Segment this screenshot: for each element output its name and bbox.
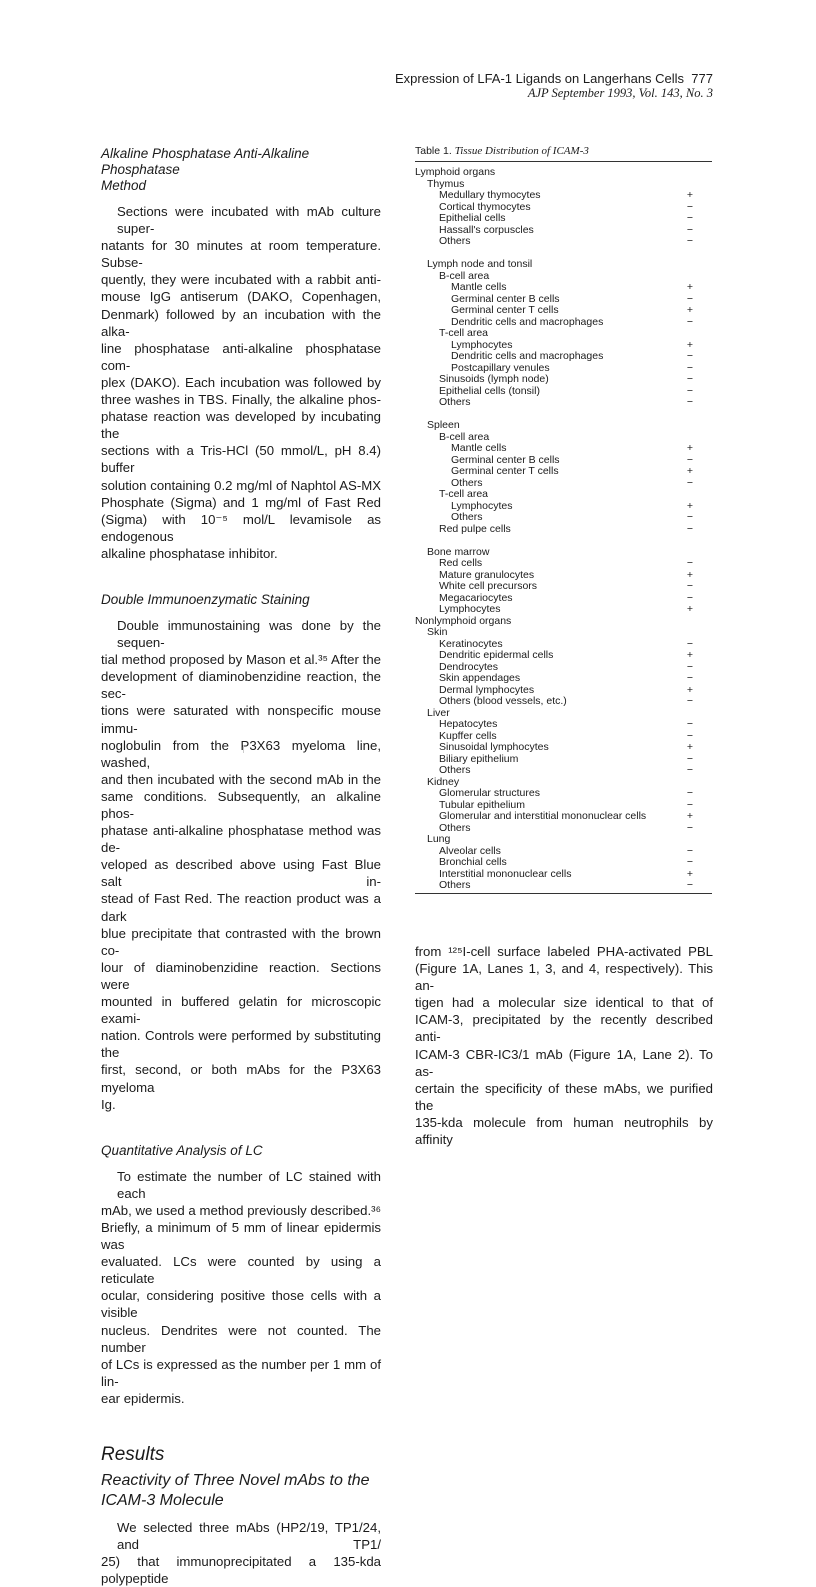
tissue-label: Lymphocytes xyxy=(439,603,501,615)
text-line: same conditions. Subsequently, an alkaline phos- xyxy=(101,788,381,821)
tissue-label: Kupffer cells xyxy=(439,729,497,742)
text-line: We selected three mAbs (HP2/19, TP1/24, and TP1/ xyxy=(117,1520,381,1553)
tissue-label: Red cells xyxy=(439,557,483,569)
reactivity-value: − xyxy=(686,223,694,236)
tissue-label: Dendrocytes xyxy=(439,660,498,673)
reactivity-value: − xyxy=(686,764,694,776)
reactivity-value: − xyxy=(686,200,694,213)
table-number: Table 1. xyxy=(415,145,452,157)
tissue-label: Germinal center B cells xyxy=(451,453,560,466)
tissue-label: Lung xyxy=(427,833,451,845)
reactivity-value: + xyxy=(686,683,694,696)
page-number: 777 xyxy=(691,71,713,86)
tissue-label: Lymphocytes xyxy=(451,338,513,351)
reactivity-value: − xyxy=(686,511,694,523)
tissue-label: Liver xyxy=(427,706,450,719)
tissue-label: Others xyxy=(439,764,471,776)
text-line: first, second, or both mAbs for the P3X63 myeloma xyxy=(101,1062,381,1095)
table-row xyxy=(415,443,712,455)
tissue-label: Interstitial mononuclear cells xyxy=(439,867,572,880)
tissue-label: Dermal lymphocytes xyxy=(439,683,535,696)
tissue-label: Alveolar cells xyxy=(439,844,501,857)
tissue-label: Germinal center B cells xyxy=(451,292,560,305)
table-row xyxy=(415,351,712,363)
tissue-label: Spleen xyxy=(427,419,460,431)
reactivity-value: − xyxy=(686,557,694,569)
section-heading xyxy=(101,1143,381,1159)
tissue-label: Lymphoid organs xyxy=(415,166,496,178)
results-paragraph xyxy=(101,1519,381,1587)
reactivity-value: − xyxy=(686,798,694,811)
subheading-line: ICAM-3 Molecule xyxy=(101,1492,224,1509)
reactivity-value: + xyxy=(686,603,694,615)
text-line: phatase reaction was developed by incubating the xyxy=(101,409,381,442)
text-line: Double immunostaining was done by the sequen- xyxy=(117,617,381,651)
tissue-label: Kidney xyxy=(427,775,460,788)
reactivity-value: − xyxy=(686,361,694,374)
table-bottom-rule xyxy=(415,893,712,894)
tissue-label: Biliary epithelium xyxy=(439,752,519,765)
subheading-line: Reactivity of Three Novel mAbs to the xyxy=(101,1472,370,1489)
reactivity-value: + xyxy=(686,281,694,293)
tissue-label: Epithelial cells (tonsil) xyxy=(439,384,540,397)
table-row xyxy=(415,857,712,869)
reactivity-value: − xyxy=(686,844,694,857)
table-row xyxy=(415,604,712,616)
table-row xyxy=(415,213,712,225)
text-line: mounted in buffered gelatin for microscopic exami- xyxy=(101,994,381,1027)
reactivity-value: − xyxy=(686,856,694,868)
reactivity-value: − xyxy=(686,821,694,834)
reactivity-value: − xyxy=(686,580,694,592)
tissue-label: Glomerular structures xyxy=(439,787,540,799)
reactivity-value: − xyxy=(686,396,694,408)
table-row xyxy=(415,305,712,317)
tissue-label: Glomerular and interstitial mononuclear cells xyxy=(439,810,647,822)
text-line: ICAM-3, precipitated by the recently described anti- xyxy=(415,1012,713,1045)
text-line: development of diaminobenzidine reaction, the sec- xyxy=(101,669,381,702)
tissue-label: Epithelial cells xyxy=(439,212,506,224)
text-line: Ig. xyxy=(101,1096,116,1112)
table-row xyxy=(415,167,712,179)
reactivity-value: − xyxy=(686,292,694,305)
table-row xyxy=(415,627,712,639)
reactivity-value: − xyxy=(686,729,694,742)
table-row xyxy=(415,328,712,340)
text-line: tial method proposed by Mason et al.³⁵ After the xyxy=(101,652,381,668)
text-line: tigen had a molecular size identical to that of xyxy=(415,995,713,1011)
table-spacer xyxy=(415,535,712,547)
table-row xyxy=(415,673,712,685)
results-subheading xyxy=(101,1471,381,1511)
running-title: Expression of LFA-1 Ligands on Langerhans Cells xyxy=(394,71,685,86)
tissue-label: Others xyxy=(451,511,483,523)
section-heading-line: Quantitative Analysis of LC xyxy=(101,1142,263,1158)
tissue-label: Germinal center T cells xyxy=(451,465,559,477)
reactivity-value: − xyxy=(686,672,694,684)
table-row xyxy=(415,650,712,662)
journal-citation: AJP September 1993, Vol. 143, No. 3 xyxy=(527,86,713,100)
text-line: Denmark) followed by an incubation with the alka- xyxy=(101,306,381,339)
section-heading-line: Method xyxy=(101,178,147,193)
tissue-label: Lymphocytes xyxy=(451,499,513,512)
table-caption xyxy=(415,145,712,158)
text-line: blue precipitate that contrasted with the brown co- xyxy=(101,925,381,958)
text-line: 25) that immunoprecipitated a 135-kda polypeptide xyxy=(101,1554,381,1587)
reactivity-value: − xyxy=(686,879,694,891)
section-heading-line: Double Immunoenzymatic Staining xyxy=(101,591,310,607)
table-row xyxy=(415,811,712,823)
running-title-line xyxy=(395,71,713,86)
table-row xyxy=(415,823,712,835)
tissue-label: T-cell area xyxy=(439,488,489,500)
text-line: line phosphatase anti-alkaline phosphatase com- xyxy=(101,340,381,373)
table-row xyxy=(415,765,712,777)
text-line: quently, they were incubated with a rabbit anti- xyxy=(101,272,381,288)
text-line: three washes in TBS. Finally, the alkaline phos- xyxy=(101,392,381,408)
section-paragraph xyxy=(101,617,381,1113)
reactivity-value: − xyxy=(686,660,694,673)
text-line: Phosphate (Sigma) and 1 mg/ml of Fast Red xyxy=(101,494,381,510)
reactivity-value: − xyxy=(686,752,694,765)
tissue-label: B-cell area xyxy=(439,269,490,282)
tissue-label: Others xyxy=(439,396,471,408)
text-line: ocular, considering positive those cells with a visible xyxy=(101,1288,381,1321)
tissue-label: Others xyxy=(439,235,471,247)
column-divider-mark xyxy=(243,745,244,753)
tissue-label: Lymph node and tonsil xyxy=(427,258,533,270)
text-line: and then incubated with the second mAb in the xyxy=(101,771,381,787)
section-heading xyxy=(101,146,381,194)
tissue-label: T-cell area xyxy=(439,327,489,339)
table-1 xyxy=(415,145,712,894)
table-row xyxy=(415,558,712,570)
tissue-label: Dendritic epidermal cells xyxy=(439,649,554,661)
tissue-label: Mantle cells xyxy=(451,281,507,293)
tissue-label: Nonlymphoid organs xyxy=(415,614,512,627)
reactivity-value: + xyxy=(686,338,694,351)
methods-section xyxy=(101,1143,381,1407)
reactivity-value: − xyxy=(686,235,694,247)
reactivity-value: + xyxy=(686,465,694,477)
text-line: from ¹²⁵I-cell surface labeled PHA-activated PBL xyxy=(415,944,713,959)
table-top-rule xyxy=(415,161,712,162)
reactivity-value: + xyxy=(686,189,694,201)
table-row xyxy=(415,397,712,409)
text-line: nation. Controls were performed by substituting the xyxy=(101,1028,381,1061)
methods-section xyxy=(101,146,381,562)
text-line: ear epidermis. xyxy=(101,1390,185,1406)
tissue-label: Others xyxy=(439,879,471,891)
table-row xyxy=(415,282,712,294)
reactivity-value: + xyxy=(686,867,694,880)
reactivity-value: + xyxy=(686,741,694,753)
section-heading-line: Alkaline Phosphatase Anti-Alkaline Phosphatase xyxy=(101,146,310,177)
table-row xyxy=(415,581,712,593)
text-line: nucleus. Dendrites were not counted. The number xyxy=(101,1322,381,1355)
tissue-label: Bronchial cells xyxy=(439,856,507,868)
tissue-label: Others xyxy=(439,821,471,834)
tissue-label: Medullary thymocytes xyxy=(439,189,541,201)
section-paragraph xyxy=(101,203,381,562)
methods-sections xyxy=(101,146,381,1407)
table-row xyxy=(415,512,712,524)
table-row xyxy=(415,489,712,501)
reactivity-value: − xyxy=(686,522,694,535)
tissue-label: Tubular epithelium xyxy=(439,798,525,811)
tissue-label: Dendritic cells and macrophages xyxy=(451,315,604,328)
tissue-label: Bone marrow xyxy=(427,545,490,558)
text-line: natants for 30 minutes at room temperature. Subse- xyxy=(101,238,381,271)
text-line: phatase anti-alkaline phosphatase method was de- xyxy=(101,823,381,856)
reactivity-value: − xyxy=(686,373,694,385)
tissue-label: Red pulpe cells xyxy=(439,522,511,535)
text-line: Briefly, a minimum of 5 mm of linear epidermis was xyxy=(101,1219,381,1253)
reactivity-value: + xyxy=(686,568,694,581)
table-row xyxy=(415,880,712,892)
reactivity-value: + xyxy=(686,810,694,822)
text-line: lour of diaminobenzidine reaction. Sections were xyxy=(101,959,381,992)
tissue-label: Sinusoids (lymph node) xyxy=(439,373,549,385)
text-line: solution containing 0.2 mg/ml of Naphtol AS-MX xyxy=(101,477,381,493)
text-line: 135-kda molecule from human neutrophils by affinity xyxy=(415,1114,713,1148)
text-line: plex (DAKO). Each incubation was followed by xyxy=(101,374,381,390)
table-row xyxy=(415,190,712,202)
text-line: of LCs is expressed as the number per 1 mm of lin- xyxy=(101,1356,381,1389)
tissue-label: Germinal center T cells xyxy=(451,304,559,316)
tissue-label: Others (blood vessels, etc.) xyxy=(439,695,567,707)
table-row xyxy=(415,236,712,248)
text-line: mouse IgG antiserum (DAKO, Copenhagen, xyxy=(101,289,381,305)
reactivity-value: − xyxy=(686,350,694,362)
text-line: tions were saturated with nonspecific mouse immu- xyxy=(101,703,381,736)
left-column xyxy=(101,146,381,1587)
table-row xyxy=(415,696,712,708)
tissue-label: Mantle cells xyxy=(451,442,507,454)
text-line: (Sigma) with 10⁻⁵ mol/L levamisole as endogenous xyxy=(101,511,381,544)
tissue-label: Others xyxy=(451,476,483,489)
text-line: (Figure 1A, Lanes 1, 3, and 4, respectively). This an- xyxy=(415,961,713,994)
tissue-label: Hepatocytes xyxy=(439,718,498,730)
tissue-label: Skin appendages xyxy=(439,672,521,684)
results-heading: Results xyxy=(101,1444,165,1465)
reactivity-value: − xyxy=(686,453,694,466)
reactivity-value: − xyxy=(686,212,694,224)
methods-section xyxy=(101,592,381,1113)
reactivity-value: + xyxy=(686,499,694,512)
table-body xyxy=(415,167,712,892)
text-line: certain the specificity of these mAbs, we purified the xyxy=(415,1080,713,1113)
reactivity-value: − xyxy=(686,476,694,489)
tissue-label: Megacariocytes xyxy=(439,591,513,604)
tissue-label: Skin xyxy=(427,626,448,638)
text-line: To estimate the number of LC stained with each xyxy=(117,1168,381,1201)
tissue-label: B-cell area xyxy=(439,430,490,443)
table-row xyxy=(415,524,712,536)
reactivity-value: + xyxy=(686,649,694,661)
reactivity-value: − xyxy=(686,695,694,707)
reactivity-value: − xyxy=(686,315,694,328)
table-row xyxy=(415,374,712,386)
text-line: sections with a Tris-HCl (50 mmol/L, pH 8.4) buffer xyxy=(101,443,381,476)
table-row xyxy=(415,719,712,731)
results-continued xyxy=(415,943,713,1148)
reactivity-value: + xyxy=(686,442,694,454)
tissue-label: Cortical thymocytes xyxy=(439,200,531,213)
tissue-label: Keratinocytes xyxy=(439,637,503,650)
table-row xyxy=(415,616,712,628)
text-line: veloped as described above using Fast Blue salt in- xyxy=(101,857,381,890)
text-line: alkaline phosphatase inhibitor. xyxy=(101,545,278,561)
table-row xyxy=(415,788,712,800)
table-row xyxy=(415,420,712,432)
reactivity-value: − xyxy=(686,787,694,799)
text-line: stead of Fast Red. The reaction product was a dark xyxy=(101,891,381,924)
table-row xyxy=(415,742,712,754)
tissue-label: Thymus xyxy=(427,177,465,190)
tissue-label: Hassall's corpuscles xyxy=(439,223,534,236)
text-line: noglobulin from the P3X63 myeloma line, washed, xyxy=(101,737,381,770)
reactivity-value: − xyxy=(686,591,694,604)
table-row xyxy=(415,466,712,478)
table-row xyxy=(415,834,712,846)
tissue-label: Sinusoidal lymphocytes xyxy=(439,741,549,753)
reactivity-value: − xyxy=(686,637,694,650)
text-line: mAb, we used a method previously described.³⁶ xyxy=(101,1202,381,1218)
reactivity-value: − xyxy=(686,718,694,730)
table-title: Tissue Distribution of ICAM-3 xyxy=(454,145,589,157)
reactivity-value: + xyxy=(686,304,694,316)
tissue-label: Postcapillary venules xyxy=(451,361,550,374)
running-header xyxy=(395,71,713,101)
text-line: evaluated. LCs were counted by using a reticulate xyxy=(101,1254,381,1287)
reactivity-value: − xyxy=(686,384,694,397)
text-line: Sections were incubated with mAb culture super- xyxy=(117,204,381,237)
tissue-label: Mature granulocytes xyxy=(439,568,535,581)
section-paragraph xyxy=(101,1168,381,1407)
tissue-label: Dendritic cells and macrophages xyxy=(451,350,604,362)
text-line: ICAM-3 CBR-IC3/1 mAb (Figure 1A, Lane 2). To as- xyxy=(415,1046,713,1079)
section-heading xyxy=(101,592,381,608)
table-row xyxy=(415,259,712,271)
tissue-label: White cell precursors xyxy=(439,580,538,592)
